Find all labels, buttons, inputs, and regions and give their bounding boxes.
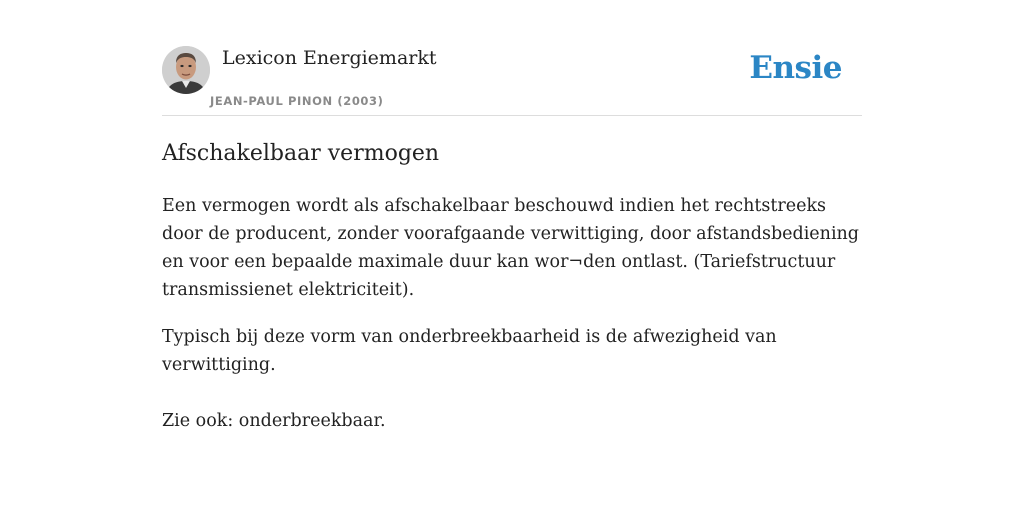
author-avatar[interactable] [162, 46, 210, 94]
see-also-paragraph: Zie ook: onderbreekbaar. [162, 411, 386, 431]
definition-paragraph: Een vermogen wordt als afschakelbaar beschouwd indien het rechtstreeks door de producent, zonder voorafgaande verwittiging, door afstandsbediening en voor een bepaalde maximale duur kan wor¬den ontlast. (Tariefstructuur transmissienet elektriciteit). [162, 196, 860, 300]
author-portrait-icon [162, 46, 210, 94]
page-header [162, 44, 862, 116]
ensie-logo[interactable]: Ensie [749, 50, 842, 86]
note-paragraph: Typisch bij deze vorm van onderbreekbaarheid is de afwezigheid van verwittiging. [162, 327, 777, 375]
author-name[interactable]: JEAN-PAUL PINON (2003) [210, 94, 384, 108]
entry-title: Afschakelbaar vermogen [162, 141, 440, 166]
book-title[interactable]: Lexicon Energiemarkt [222, 47, 437, 69]
entry-content [162, 138, 862, 435]
